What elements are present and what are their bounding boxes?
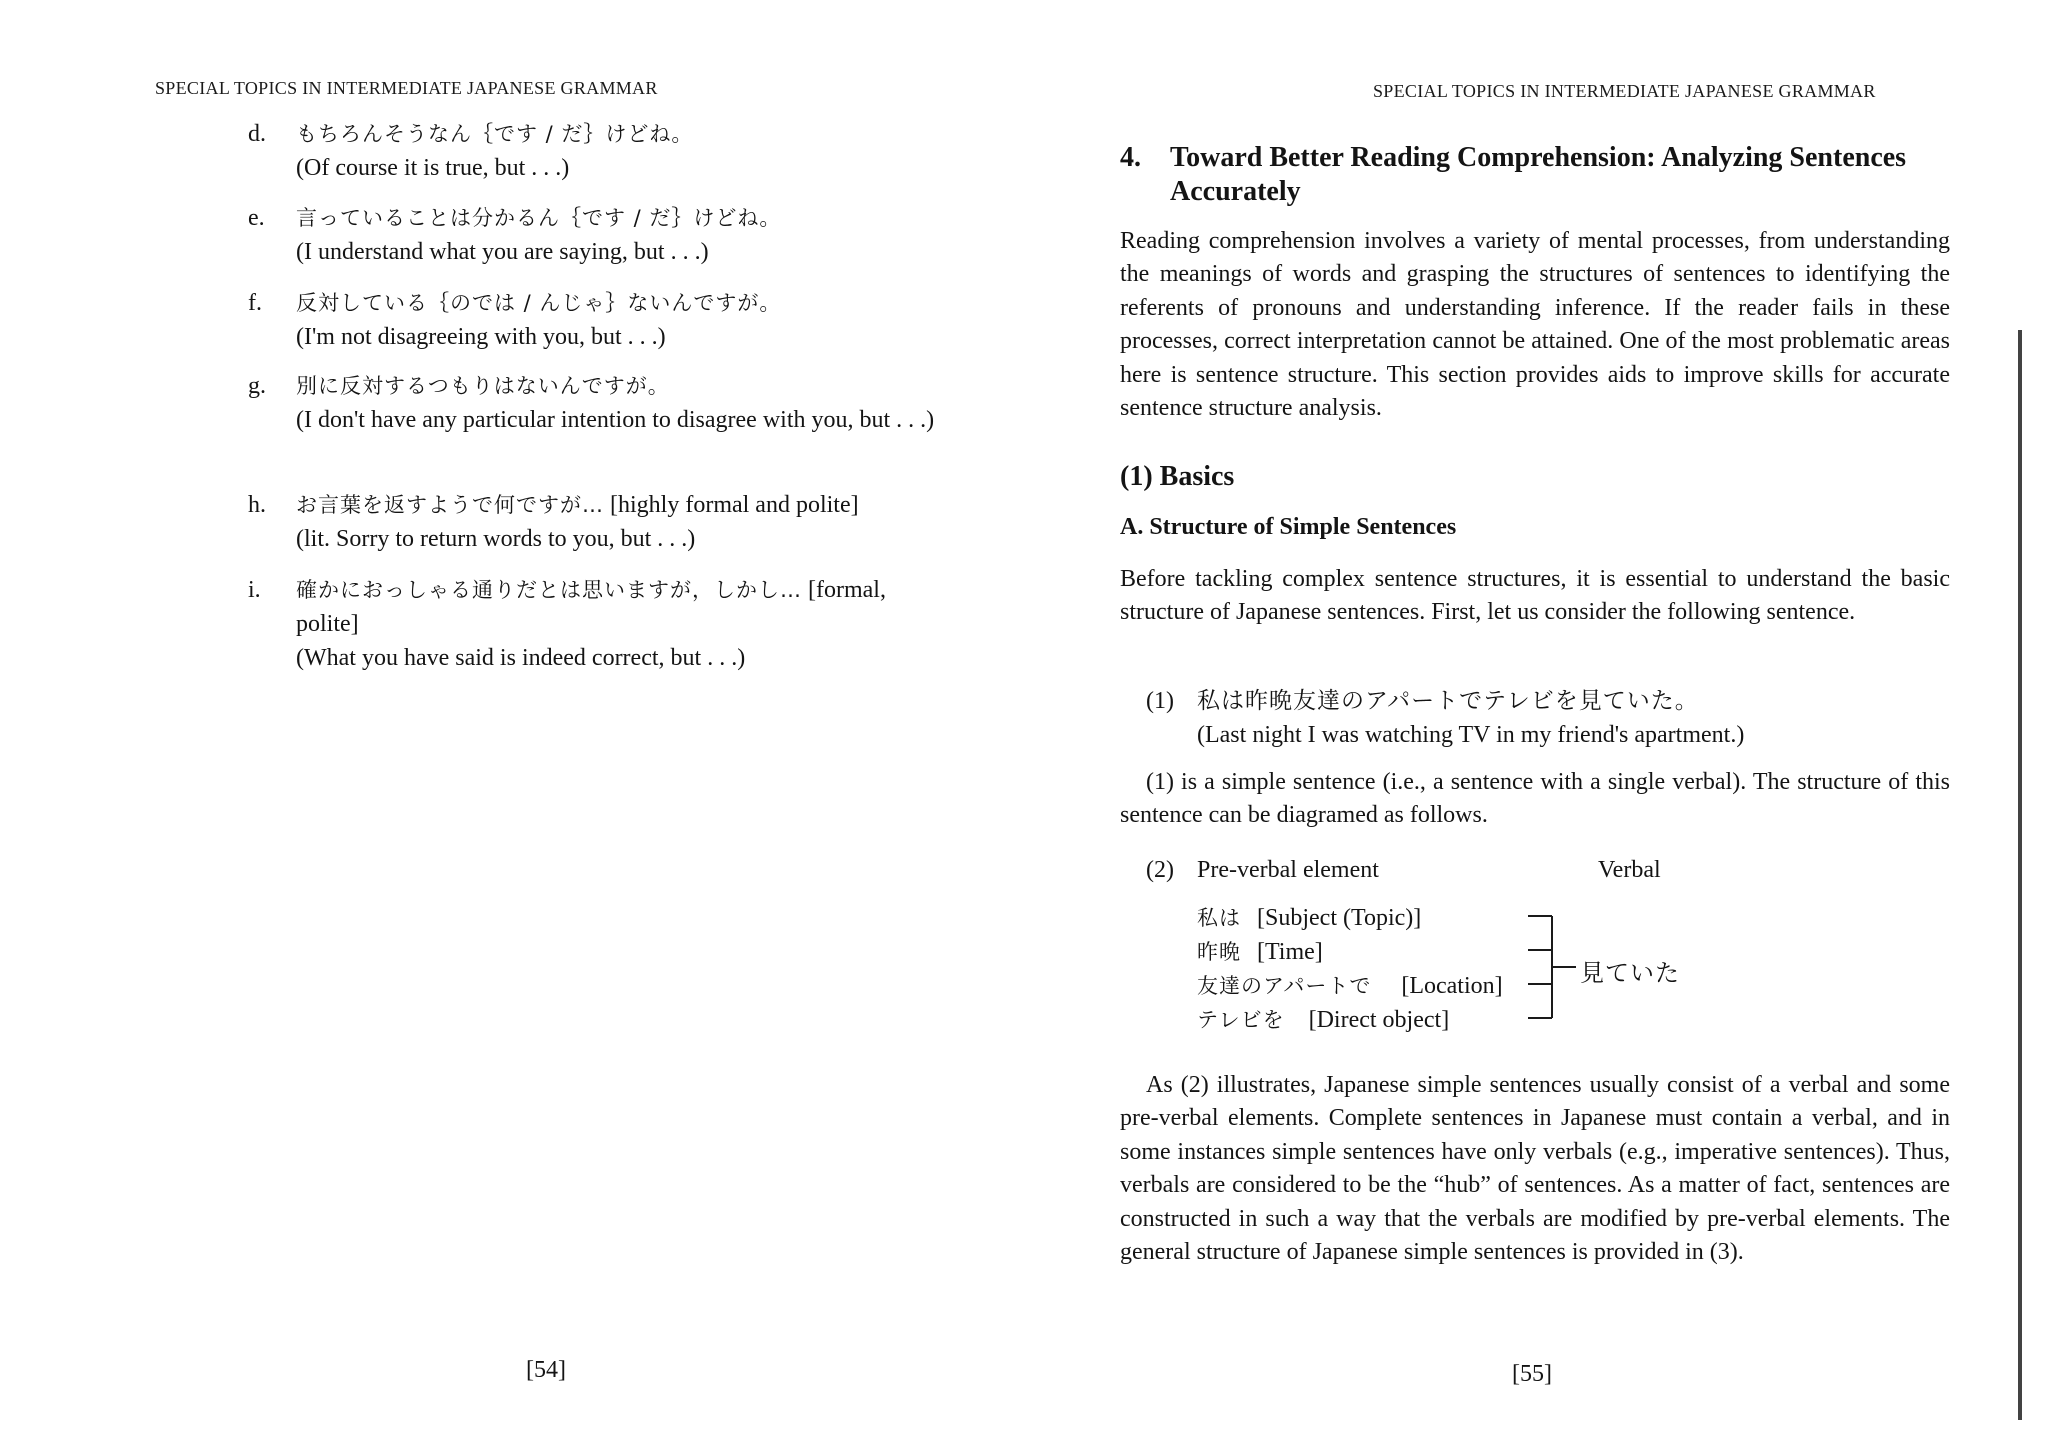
item-jp: 別に反対するつもりはないんですが。 [296, 374, 670, 398]
diagram-row-subject [1197, 902, 1421, 932]
example-2-number: (2) [1146, 857, 1174, 883]
diagram-row-location [1197, 970, 1503, 1000]
item-en: (I don't have any particular intention to disagree with you, but . . .) [296, 407, 935, 433]
item-label: d. [248, 121, 266, 147]
item-jp: もちろんそうなん｛です / だ｝けどね。 [296, 122, 694, 146]
list-item-h [248, 488, 968, 558]
right-page [1020, 0, 2048, 1434]
diagram-row-object [1197, 1004, 1449, 1034]
diagram-bracket [1520, 900, 1580, 1030]
scan-edge-shadow [2018, 330, 2022, 1420]
item-label: i. [248, 577, 261, 603]
paragraph-mid: (1) is a simple sentence (i.e., a sentence with a single verbal). The structure of this sentence can be diagramed as follows. [1120, 769, 1950, 829]
diagram-row-role: [Time] [1257, 939, 1323, 965]
subsubsection-heading: A. Structure of Simple Sentences [1120, 514, 1457, 540]
diagram-row-time [1197, 936, 1323, 966]
diagram-row-role: [Direct object] [1308, 1007, 1450, 1033]
left-page [0, 0, 1020, 1434]
item-en: (lit. Sorry to return words to you, but . . .) [296, 526, 696, 552]
item-label: g. [248, 373, 266, 399]
paragraph-before-example: Before tackling complex sentence structures, it is essential to understand the basic structure of Japanese sentences. First, let us consider the following sentence. [1120, 566, 1950, 626]
diagram-row-jp: 昨晩 [1197, 940, 1241, 964]
item-label: f. [248, 290, 262, 316]
diagram-row-jp: 友達のアパートで [1197, 974, 1372, 998]
running-head-right: SPECIAL TOPICS IN INTERMEDIATE JAPANESE GRAMMAR [1373, 81, 1876, 101]
item-jp: 言っていることは分かるん｛です / だ｝けどね。 [296, 206, 782, 230]
item-jp: 確かにおっしゃる通りだとは思いますが，しかし… [296, 578, 802, 602]
list-item-f [248, 286, 968, 356]
item-en: (I'm not disagreeing with you, but . . .) [296, 324, 666, 350]
item-label: h. [248, 492, 266, 518]
section-title: Toward Better Reading Comprehension: Analyzing Sentences Accurately [1170, 142, 1907, 207]
example-1-number: (1) [1146, 688, 1174, 714]
diagram-row-jp: 私は [1197, 906, 1241, 930]
diagram-row-role: [Location] [1401, 973, 1503, 999]
page-number-left: [54] [526, 1357, 566, 1383]
diagram-row-role: [Subject (Topic)] [1257, 905, 1422, 931]
list-item-d [248, 117, 968, 187]
section-number: 4. [1120, 142, 1141, 173]
item-en: (I understand what you are saying, but . . .) [296, 239, 709, 265]
list-item-i [248, 573, 968, 677]
item-jp: 反対している｛のでは / んじゃ｝ないんですが。 [296, 291, 782, 315]
item-en: (What you have said is indeed correct, but . . .) [296, 645, 746, 671]
diagram-verbal: 見ていた [1580, 959, 1680, 987]
diagram-header-preverbal: Pre-verbal element [1197, 857, 1379, 883]
item-note: [highly formal and polite] [610, 492, 859, 518]
page-number-right: [55] [1512, 1361, 1552, 1387]
intro-paragraph: Reading comprehension involves a variety of mental processes, from understanding the meanings of words and grasping the structures of sentences to identifying the referents of pronouns and understanding inference. If the reader fails in these processes, correct interpretation cannot be attained. One of the most problematic areas here is sentence structure. This section provides aids to improve skills for accurate sentence structure analysis. [1120, 228, 1950, 422]
running-head-left: SPECIAL TOPICS IN INTERMEDIATE JAPANESE GRAMMAR [155, 78, 658, 98]
item-en: (Of course it is true, but . . .) [296, 155, 570, 181]
diagram-header-verbal: Verbal [1598, 857, 1661, 883]
paragraph-after-diagram: As (2) illustrates, Japanese simple sentences usually consist of a verbal and some pre-verbal elements. Complete sentences in Japanese must contain a verbal, and in some instances simple sentences have only verbals (e.g., imperative sentences). Thus, verbals are considered to be the “hub” of sentences. As a matter of fact, sentences are constructed in such a way that the verbals are modified by pre-verbal elements. The general structure of Japanese simple sentences is provided in (3). [1120, 1072, 1950, 1266]
item-note: [formal, polite] [296, 577, 886, 637]
subsection-heading: (1) Basics [1120, 461, 1235, 492]
example-1-en: (Last night I was watching TV in my friend's apartment.) [1197, 722, 1745, 748]
item-jp: お言葉を返すようで何ですが… [296, 493, 604, 517]
item-label: e. [248, 205, 265, 231]
example-1-jp: 私は昨晩友達のアパートでテレビを見ていた。 [1197, 688, 1699, 714]
diagram-row-jp: テレビを [1197, 1008, 1285, 1032]
list-item-e [248, 201, 968, 271]
list-item-g [248, 369, 968, 473]
